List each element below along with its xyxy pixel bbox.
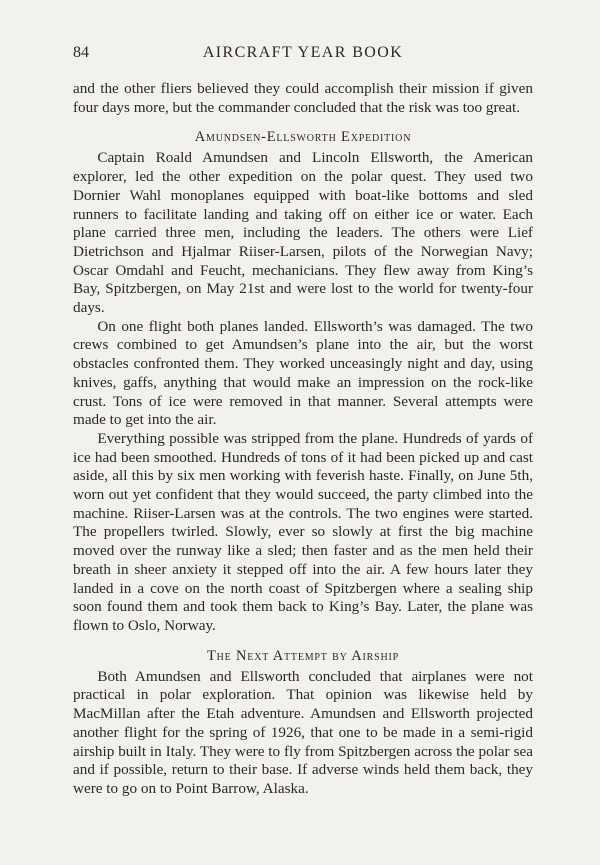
running-head: [73, 40, 533, 66]
paragraph: Everything possible was stripped from the plane. Hundreds of yards of ice had been smoothed. Hundreds of tons of it had been picked up and cast aside, all this by six men working with feverish haste. Finally, on June 5th, worn out yet confident that they would succeed, the party climbed into the machine. Riiser-Larsen was at the controls. The two engines were started. The propellers twirled. Slowly, ever so slowly at first the big machine moved over the runway like a sled; then faster and as the men held their breath in sheer anxiety it stepped off into the air. A few hours later they landed in a cove on the north coast of Spitzbergen where a sealing ship soon found them and took them back to King’s Bay. Later, the plane was flown to Oslo, Norway.: [73, 429, 533, 634]
paragraph: Captain Roald Amundsen and Lincoln Ellsworth, the American explorer, led the other expedition on the polar quest. They used two Dornier Wahl monoplanes equipped with boat-like bottoms and sled runners to facilitate landing and taking off on either ice or water. Each plane carried three men, including the leaders. The others were Lief Dietrichson and Hjalmar Riiser-Larsen, pilots of the Norwegian Navy; Oscar Omdahl and Feucht, mechanicians. They flew away from King’s Bay, Spitzbergen, on May 21st and were lost to the world for twenty-four days.: [73, 149, 533, 317]
running-title: AIRCRAFT YEAR BOOK: [202, 44, 404, 61]
paragraph: On one flight both planes landed. Ellsworth’s was damaged. The two crews combined to get Amundsen’s plane into the air, but the worst obstacles confronted them. They worked unceasingly night and day, using knives, gaffs, anything that would make an impression on the rock-like crust. Tons of ice were removed in that manner. Several attempts were made to get into the air.: [73, 317, 533, 429]
paragraph: Both Amundsen and Ellsworth concluded that airplanes were not practical in polar exploration. That opinion was likewise held by MacMillan after the Etah adventure. Amundsen and Ellsworth projected another flight for the spring of 1926, that one to be made in a semi-rigid airship built in Italy. They were to fly from Spitzbergen across the polar sea and if possible, return to their base. If adverse winds held them back, they were to go on to Point Barrow, Alaska.: [73, 667, 533, 797]
opening-paragraph: and the other fliers believed they could accomplish their mission if given four days more, but the commander concluded that the risk was too great.: [73, 80, 533, 116]
section-heading: The Next Attempt by Airship: [207, 647, 399, 664]
section-heading: Amundsen-Ellsworth Expedition: [194, 129, 412, 146]
body-text: [73, 80, 533, 799]
book-page: [73, 40, 533, 799]
page-number: 84: [73, 44, 89, 61]
